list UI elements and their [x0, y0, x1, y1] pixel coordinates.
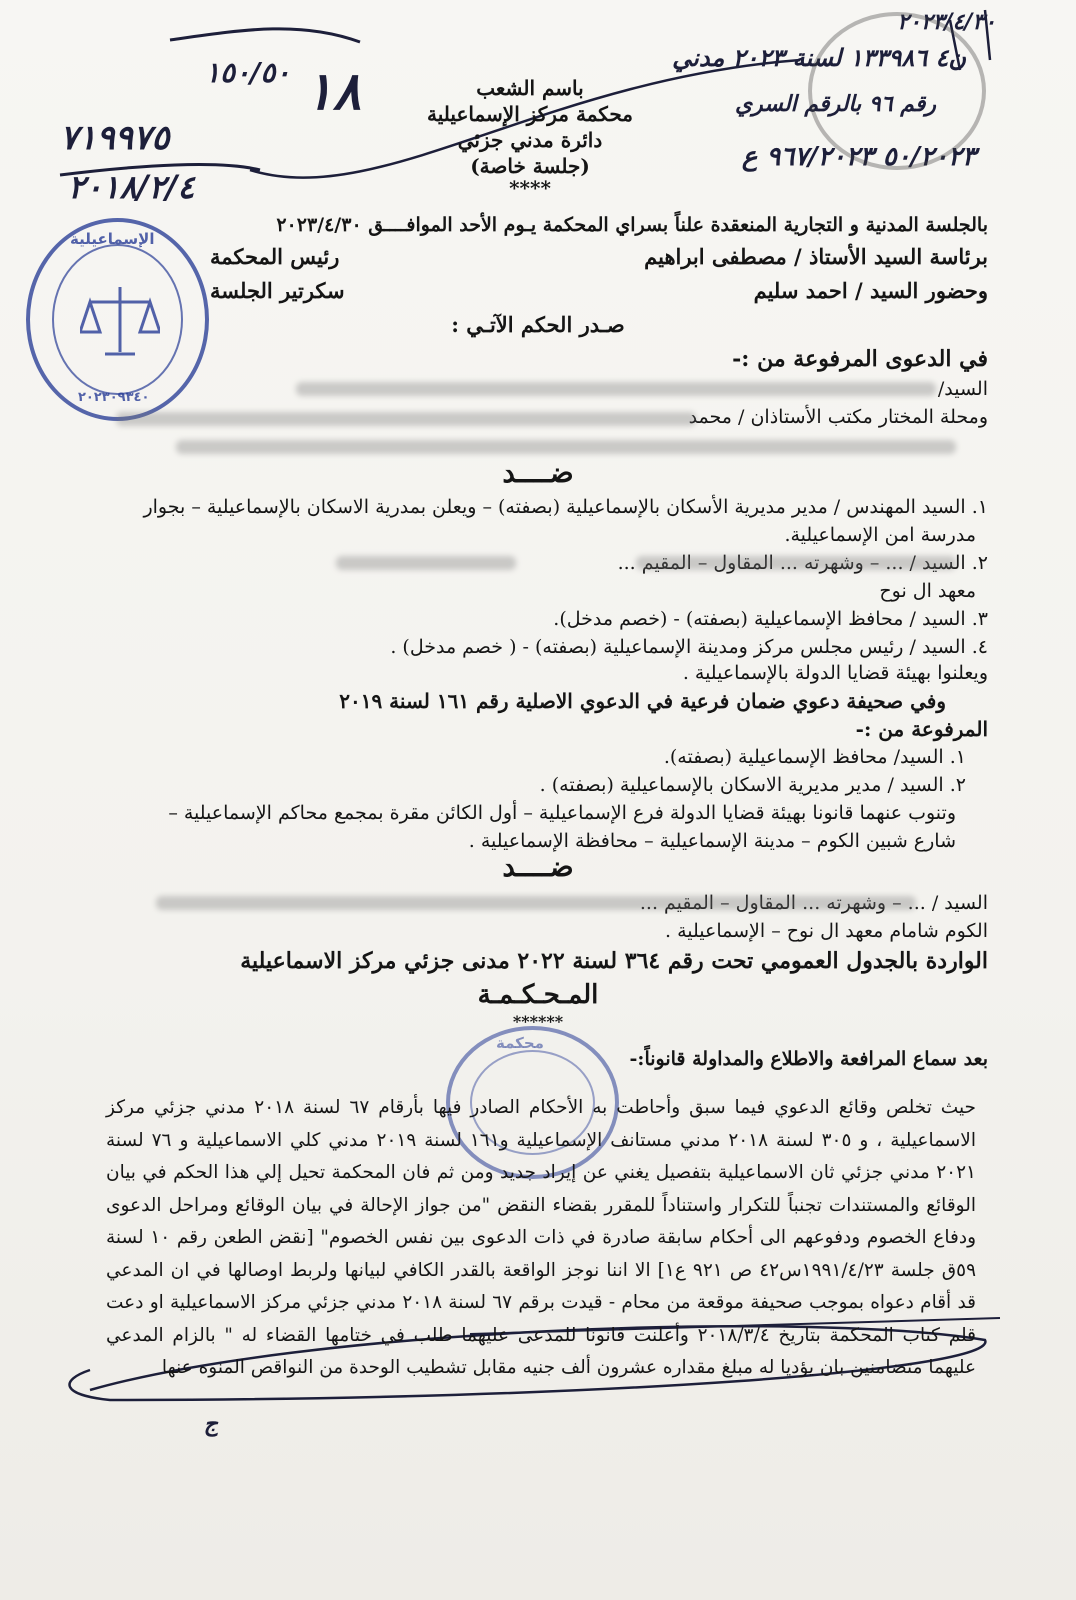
handwritten-note-1: ٢٠٢٣/٤/٣٠ — [897, 10, 996, 35]
header-court-name: محكمة مركز الإسماعيلية — [427, 102, 633, 126]
redacted-address — [176, 440, 956, 454]
court-heading: المـحـكـمـة — [477, 980, 599, 1010]
redacted-plaintiff — [296, 382, 936, 396]
defendant-2-address: معهد ال نوح — [879, 580, 976, 602]
sub-plaintiff-2: ٢. السيد / مدير مديرية الاسكان بالإسماعيلية (بصفته) . — [539, 774, 966, 796]
respondent-line: السيد / ... – وشهرته ... المقاول – المقيم ... — [639, 892, 988, 914]
scribble-top — [170, 29, 360, 42]
handwritten-note-4: ٥٠/٢٠٢٣ ٩٦٧/٢٠٢٣ ع — [741, 142, 976, 172]
handwritten-date: ٢٠١٨/٢/٤ — [68, 168, 195, 206]
bottom-initial: ج — [203, 1412, 218, 1437]
served-line: ويعلنوا بهيئة قضايا الدولة بالإسماعيلية . — [682, 662, 988, 684]
redacted-d2-name — [336, 556, 516, 570]
header-title-people: باسم الشعب — [476, 76, 584, 100]
body-intro: بعد سماع المرافعة والاطلاع والمداولة قانوناً:- — [629, 1048, 988, 1070]
scribble-underline — [60, 165, 260, 175]
attendance-line: وحضور السيد / احمد سليم — [753, 278, 988, 303]
against-label: ضــــد — [502, 456, 574, 489]
sub-case-line: وفي صحيفة دعوي ضمان فرعية في الدعوي الاصلية رقم ١٦١ لسنة ٢٠١٩ — [339, 689, 946, 713]
respondent-address: الكوم شامام معهد ال نوح – الإسماعيلية . — [664, 920, 988, 942]
handwritten-number: ١٥٠/٥٠ — [205, 56, 291, 89]
president-line: برئاسة السيد الأستاذ / مصطفى ابراهيم — [644, 244, 988, 269]
header-stars: **** — [509, 176, 551, 200]
verdict-intro: صـدر الحكم الآتـي : — [451, 312, 625, 337]
redacted-d2-address — [636, 556, 956, 570]
handwritten-big-number: ١٨ — [305, 62, 361, 122]
sub-plaintiff-1: ١. السيد/ محافظ الإسماعيلية (بصفته). — [663, 746, 966, 768]
against-label-2: ضــــد — [502, 850, 574, 883]
redacted-respondent — [156, 896, 916, 910]
sub-case-heading: المرفوعة من :- — [855, 717, 988, 741]
case-heading: في الدعوى المرفوعة من :- — [732, 346, 988, 372]
faint-stamp — [808, 12, 986, 170]
defendant-1-address: مدرسة امن الإسماعيلية. — [784, 524, 976, 546]
secretary-title: سكرتير الجلسة — [210, 278, 345, 303]
defendant-2: ٢. السيد / ... – وشهرته ... المقاول – المقيم ... — [617, 552, 988, 574]
registry-line: الواردة بالجدول العمومي تحت رقم ٣٦٤ لسنة ٢٠٢٢ مدنى جزئي مركز الاسماعيلية — [240, 948, 988, 974]
domicile-line: ومحلة المختار مكتب الأستاذان / محمد — [688, 406, 988, 428]
header-circuit: دائرة مدني جزئي — [457, 128, 603, 152]
seal-code: ٢٠٢٣٠٩٣٤٠ — [78, 390, 150, 405]
defendant-3: ٣. السيد / محافظ الإسماعيلية (بصفته) - (خصم مدخل). — [553, 608, 988, 630]
session-line: بالجلسة المدنية و التجارية المنعقدة علناً بسراي المحكمة يـوم الأحد الموافــــق ٢٠٢٣/٤/٣٠ — [276, 214, 988, 236]
defendant-4: ٤. السيد / رئيس مجلس مركز ومدينة الإسماعيلية (بصفته) - ( خصم مدخل) . — [390, 636, 988, 658]
body-paragraph: حيث تخلص وقائع الدعوي فيما سبق وأحاطت به الأحكام الصادر فيها بأرقام ٦٧ لسنة ٢٠١٨ مدني جزئي مركز الاسماعيلية ، و ٣٠٥ لسنة ٢٠١٨ مدني مستانف الإسماعيلية و١٦١ لسنة ٢٠١٩ مدني كلي الاسماعيلية و ٧٦ لسنة ٢٠٢١ مدني جزئي ثان الاسماعيلية بتفصيل يغني عن إيراد جديد ومن ثم فان المحكمة تحيل إلي هذا الحكم في بيان الوقائع والمستندات تجنباً للتكرار واستناداً للمقرر بقضاء النقض "من جواز الإحالة في بيان الوقائع ومراحل الدعوى ودفاع الخصوم ودفوعهم الى أحكام سابقة صادرة في ذات الدعوى بين نفس الخصوم" [نقض الطعن رقم ١٠ لسنة ٥٩ق جلسة ١٩٩١/٤/٢٣س٤٢ ص ٩٢١ ع١] الا اننا نوجز الواقعة بالقدر الكافي لبيانها ولربط اوصالها في ان المدعي قد أقام دعواه بموجب صحيفة موقعة من محام - قيدت برقم ٦٧ لسنة ٢٠١٨ مدني جزئي مركز الاسماعيلية او دعت قلم كتاب المحكمة بتاريخ ٢٠١٨/٣/٤ وأعلنت قانونا للمدعى عليهما طلب في ختامها القضاء له " بالزام المدعي عليهما متضامنين بان يؤديا له مبلغ مقداره عشرون ألف جنيه مقابل تشطيب الوحدة من النواقص المنوه عنها — [106, 1097, 977, 1378]
redacted-domicile — [116, 412, 696, 426]
representation-line-1: وتنوب عنهما قانونا بهيئة قضايا الدولة فرع الإسماعيلية – أول الكائن مقرة بمجمع محاكم الإسماعيلية – — [168, 802, 956, 824]
seal-top-text: الإسماعيلية — [70, 230, 155, 248]
president-title: رئيس المحكمة — [210, 244, 340, 269]
handwritten-ref-number: ٧١٩٩٧٥ — [60, 118, 170, 158]
handwritten-note-3: رقم ٩٦ بالرقم السري — [734, 92, 936, 117]
defendant-1: ١. السيد المهندس / مدير مديرية الأسكان بالإسماعيلية (بصفته) – ويعلن بمدرية الاسكان بالإسماعيلية – بجوار — [143, 496, 988, 518]
representation-line-2: شارع شبين الكوم – مدينة الإسماعيلية – محافظة الإسماعيلية . — [468, 830, 956, 852]
seal-center-text: محكمة — [496, 1034, 544, 1052]
plaintiff-line: السيد/ — [937, 378, 988, 400]
header-session-type: (جلسة خاصة) — [470, 154, 590, 178]
handwritten-note-2: ن٤ ١٣٣٩٨٦ لسنة ٢٠٢٣ مدني — [672, 44, 966, 72]
court-stars: ****** — [512, 1012, 564, 1031]
